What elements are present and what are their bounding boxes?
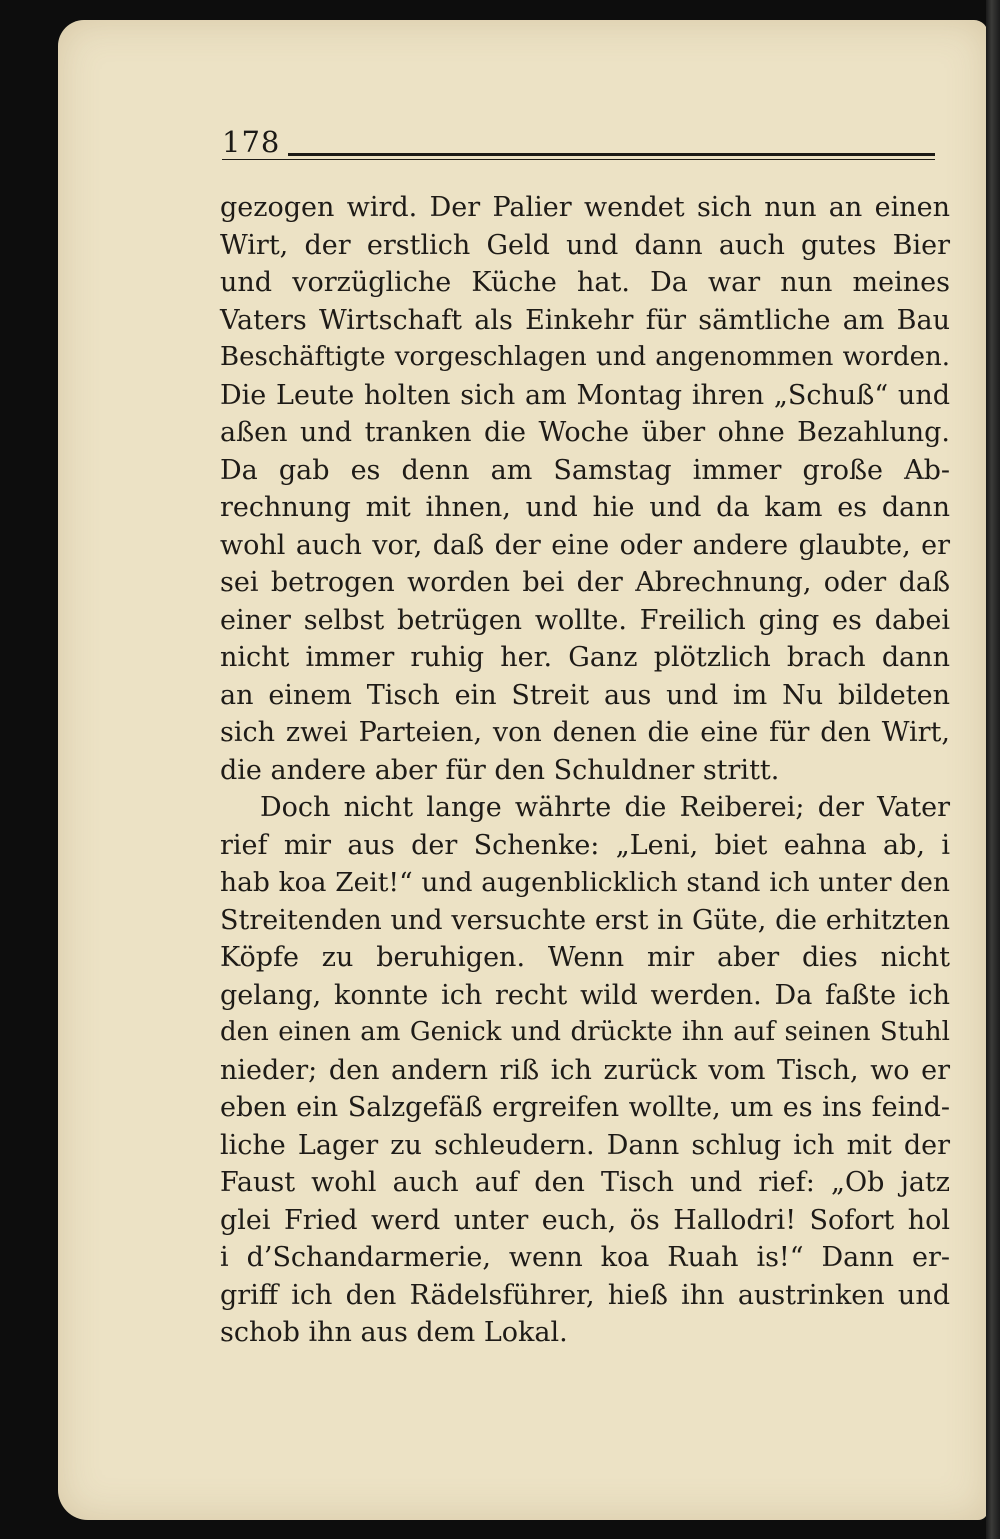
- text-line: Vaters Wirtschaft als Einkehr für sämtliche am Bau: [220, 304, 950, 336]
- text-line: Köpfe zu beruhigen. Wenn mir aber dies nicht: [220, 942, 950, 973]
- text-line: nicht immer ruhig her. Ganz plötzlich brach dann: [220, 642, 950, 673]
- text-line: glei Fried werd unter euch, ös Hallodri! Sofort hol: [220, 1204, 950, 1236]
- text-line: liche Lager zu schleudern. Dann schlug ich mit der: [220, 1129, 950, 1161]
- text-line: i d’Schandarmerie, wenn koa Ruah is!“ Dann er-: [220, 1242, 950, 1273]
- page-number: 178: [222, 125, 281, 159]
- text-line-paragraph-end: die andere aber für den Schuldner stritt.: [220, 754, 780, 786]
- text-line: Da gab es denn am Samstag immer große Ab-: [220, 454, 950, 486]
- page-header: [222, 125, 935, 161]
- text-line: eben ein Salzgefäß ergreifen wollte, um es ins feind-: [220, 1092, 950, 1123]
- text-line: und vorzügliche Küche hat. Da war nun meines: [220, 267, 950, 298]
- text-line: gezogen wird. Der Palier wendet sich nun an einen: [220, 192, 950, 223]
- text-line: an einem Tisch ein Streit aus und im Nu bildeten: [220, 679, 950, 711]
- text-line: nieder; den andern riß ich zurück vom Tisch, wo er: [220, 1054, 950, 1086]
- text-line: aßen und tranken die Woche über ohne Bezahlung.: [220, 417, 950, 448]
- text-line: hab koa Zeit!“ und augenblicklich stand ich unter den: [220, 867, 950, 898]
- text-line-paragraph-start: Doch nicht lange währte die Reiberei; der Vater: [260, 792, 950, 823]
- header-rule: [288, 153, 935, 156]
- text-line: einer selbst betrügen wollte. Freilich ging es dabei: [220, 604, 950, 636]
- text-line: sei betrogen worden bei der Abrechnung, oder daß: [220, 567, 950, 598]
- text-line: Wirt, der erstlich Geld und dann auch gutes Bier: [220, 229, 950, 261]
- text-line: gelang, konnte ich recht wild werden. Da faßte ich: [220, 979, 950, 1011]
- text-line: den einen am Genick und drückte ihn auf seinen Stuhl: [220, 1017, 950, 1047]
- text-line: rief mir aus der Schenke: „Leni, biet eahna ab, i: [220, 829, 950, 861]
- text-line: wohl auch vor, daß der eine oder andere glaubte, er: [220, 529, 950, 561]
- text-line: rechnung mit ihnen, und hie und da kam es dann: [220, 492, 950, 523]
- text-line: Faust wohl auch auf den Tisch und rief: „Ob jatz: [220, 1167, 950, 1198]
- text-line-paragraph-end: schob ihn aus dem Lokal.: [220, 1317, 568, 1348]
- text-line: Streitenden und versuchte erst in Güte, die erhitzten: [220, 904, 950, 936]
- text-line: Die Leute holten sich am Montag ihren „Schuß“ und: [220, 379, 950, 411]
- text-line: griff ich den Rädelsführer, hieß ihn austrinken und: [220, 1279, 950, 1311]
- text-line: sich zwei Parteien, von denen die eine für den Wirt,: [220, 717, 950, 748]
- header-rule-thin: [222, 159, 935, 160]
- text-line: Beschäftigte vorgeschlagen und angenommen worden.: [220, 342, 950, 372]
- body-text: [220, 189, 950, 1352]
- book-edge: [986, 0, 1000, 1539]
